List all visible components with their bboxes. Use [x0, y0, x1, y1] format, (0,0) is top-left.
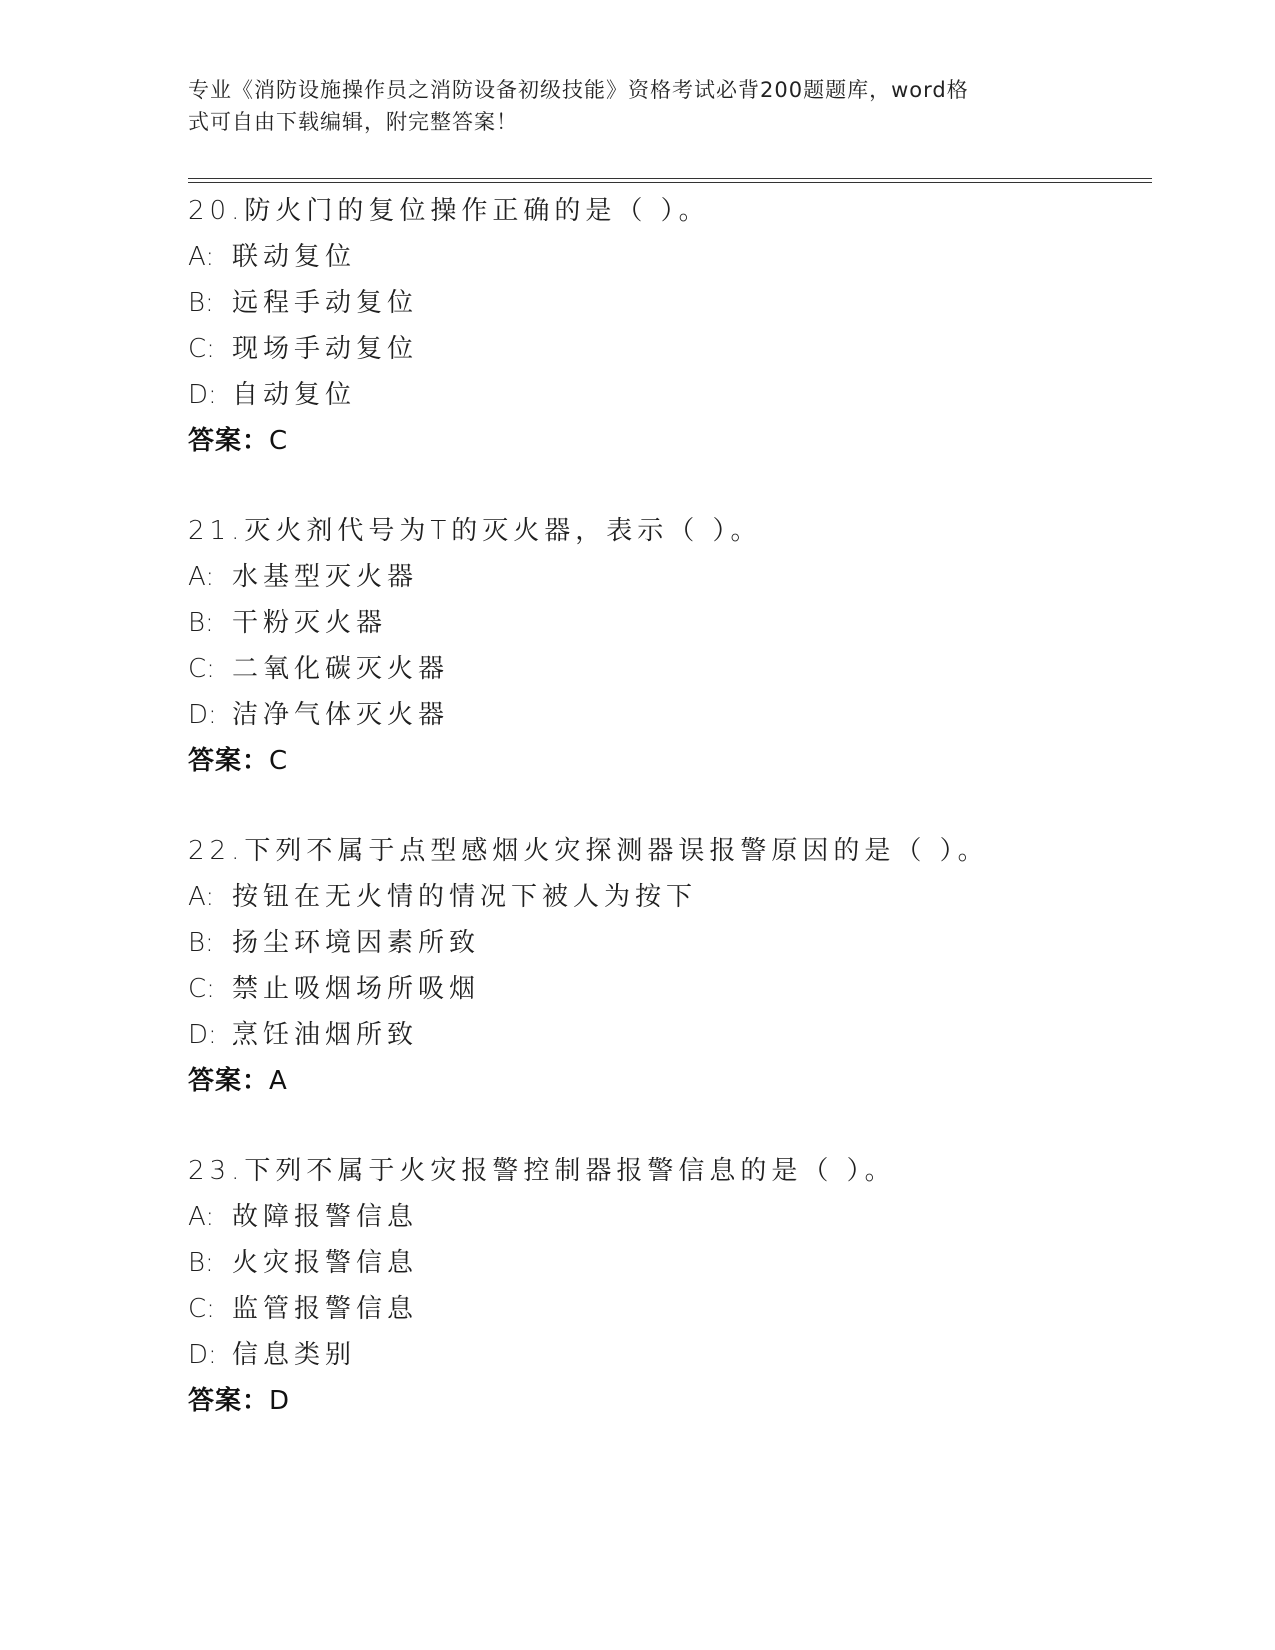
answer-line: [188, 738, 1148, 784]
option-key: D:: [188, 700, 217, 730]
option-text: 二氧化碳灭火器: [232, 654, 450, 684]
option-key: A:: [188, 242, 215, 272]
option-key: B:: [188, 928, 214, 958]
answer-value: C: [269, 746, 289, 776]
option-a: [188, 234, 1148, 280]
option-text: 烹饪油烟所致: [232, 1020, 419, 1050]
option-text: 水基型灭火器: [232, 562, 419, 592]
option-key: D:: [188, 1020, 217, 1050]
answer-label: 答案：: [188, 746, 270, 776]
option-d: [188, 1332, 1148, 1378]
option-text: 现场手动复位: [232, 334, 419, 364]
document-header: [188, 74, 1068, 138]
answer-label: 答案：: [188, 1066, 270, 1096]
option-b: [188, 920, 1148, 966]
option-text: 火灾报警信息: [232, 1248, 419, 1278]
option-b: [188, 280, 1148, 326]
option-text: 故障报警信息: [232, 1202, 419, 1232]
option-key: D:: [188, 380, 217, 410]
option-text: 按钮在无火情的情况下被人为按下: [232, 882, 698, 912]
option-d: [188, 1012, 1148, 1058]
question-stem: 21.灭火剂代号为T的灭火器，表示（ ）。: [188, 516, 762, 546]
question-item: [188, 508, 1148, 828]
option-key: C:: [188, 974, 215, 1004]
option-text: 监管报警信息: [232, 1294, 419, 1324]
question-stem: 20.防火门的复位操作正确的是（ ）。: [188, 196, 710, 226]
answer-label: 答案：: [188, 426, 270, 456]
option-key: C:: [188, 1294, 215, 1324]
answer-value: C: [269, 426, 289, 456]
option-text: 洁净气体灭火器: [232, 700, 450, 730]
header-line-2: 式可自由下载编辑，附完整答案！: [188, 110, 518, 134]
option-text: 扬尘环境因素所致: [232, 928, 481, 958]
answer-value: D: [269, 1386, 291, 1416]
option-text: 干粉灭火器: [232, 608, 388, 638]
option-key: B:: [188, 1248, 214, 1278]
answer-label: 答案：: [188, 1386, 270, 1416]
answer-line: [188, 418, 1148, 464]
answer-line: [188, 1378, 1148, 1424]
question-stem: 23.下列不属于火灾报警控制器报警信息的是（ ）。: [188, 1156, 896, 1186]
question-item: [188, 1148, 1148, 1468]
option-text: 自动复位: [232, 380, 357, 410]
option-key: D:: [188, 1340, 217, 1370]
option-text: 禁止吸烟场所吸烟: [232, 974, 481, 1004]
option-c: [188, 966, 1148, 1012]
option-key: B:: [188, 288, 214, 318]
option-key: A:: [188, 882, 215, 912]
option-d: [188, 692, 1148, 738]
option-b: [188, 600, 1148, 646]
question-list: [188, 188, 1148, 1468]
question-stem: 22.下列不属于点型感烟火灾探测器误报警原因的是（ ）。: [188, 836, 989, 866]
header-line-1: 专业《消防设施操作员之消防设备初级技能》资格考试必背200题题库，word格: [188, 78, 969, 102]
header-divider-top: [188, 178, 1152, 179]
question-item: [188, 188, 1148, 508]
option-key: A:: [188, 562, 215, 592]
option-key: A:: [188, 1202, 215, 1232]
option-c: [188, 326, 1148, 372]
answer-line: [188, 1058, 1148, 1104]
option-key: C:: [188, 334, 215, 364]
option-d: [188, 372, 1148, 418]
option-text: 信息类别: [232, 1340, 357, 1370]
option-b: [188, 1240, 1148, 1286]
option-key: C:: [188, 654, 215, 684]
answer-value: A: [269, 1066, 288, 1096]
option-a: [188, 554, 1148, 600]
option-a: [188, 1194, 1148, 1240]
option-text: 远程手动复位: [232, 288, 419, 318]
option-key: B:: [188, 608, 214, 638]
option-a: [188, 874, 1148, 920]
header-divider-bottom: [188, 182, 1152, 183]
option-c: [188, 1286, 1148, 1332]
option-c: [188, 646, 1148, 692]
option-text: 联动复位: [232, 242, 357, 272]
question-item: [188, 828, 1148, 1148]
